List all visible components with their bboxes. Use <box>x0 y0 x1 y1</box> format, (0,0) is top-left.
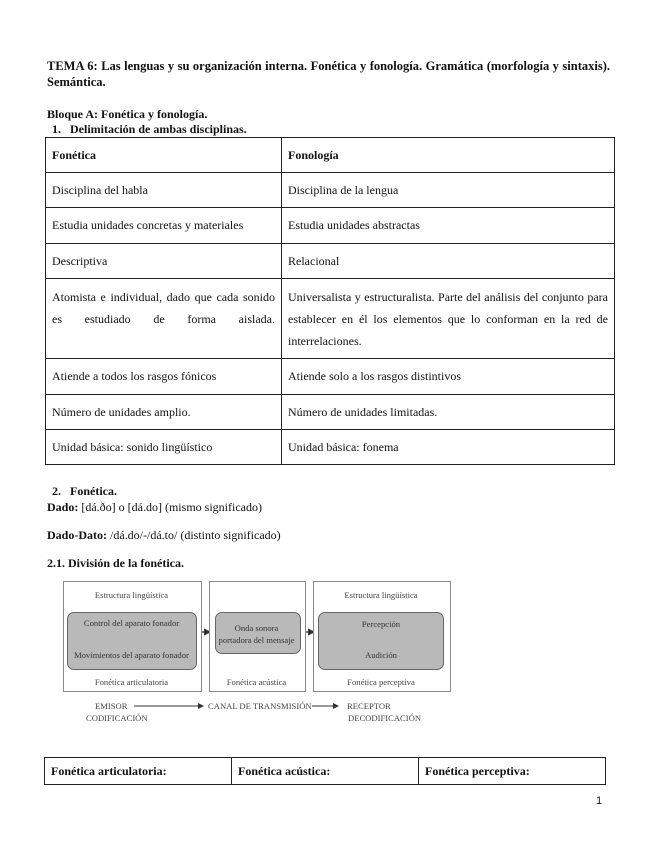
table-row <box>46 430 615 465</box>
table-cell: Disciplina de la lengua <box>282 173 615 208</box>
dadodato-line <box>47 527 281 543</box>
table-header-fonologia: Fonología <box>282 138 615 173</box>
acoustic-line-2: portadora del mensaje <box>218 635 295 645</box>
emisor-label: EMISOR <box>95 701 128 711</box>
table-cell: Disciplina del habla <box>46 173 282 208</box>
perceptive-caption: Fonética perceptiva <box>347 677 415 687</box>
acoustic-inner-box <box>215 612 301 654</box>
section-1-heading <box>52 121 247 137</box>
section-2-number: 2. <box>52 484 61 498</box>
articulatory-control-label: Control del aparato fonador <box>83 618 180 628</box>
dado-text: [dá.ðo] o [dá.do] (mismo significado) <box>81 500 262 514</box>
table-row <box>46 208 615 244</box>
perceptive-perception-label: Percepción <box>361 619 401 629</box>
table-header-fonetica: Fonética <box>46 138 282 173</box>
dado-line <box>47 499 262 515</box>
table-cell: Unidad básica: fonema <box>282 430 615 465</box>
decodificacion-label: DECODIFICACIÓN <box>348 713 422 723</box>
dadodato-text: /dá.do/-/dá.to/ (distinto significado) <box>110 528 281 542</box>
table-cell: Universalista y estructuralista. Parte del análisis del conjunto para establecer en él los elementos que lo conforman en la red de interrelaciones. <box>282 279 615 359</box>
table-cell: Atiende solo a los rasgos distintivos <box>282 359 615 395</box>
section-1-title: Delimitación de ambas disciplinas. <box>70 122 247 136</box>
section-2-title: Fonética. <box>70 484 117 498</box>
dadodato-label: Dado-Dato: <box>47 528 107 542</box>
section-21-heading: 2.1. División de la fonética. <box>47 556 184 570</box>
table-cell: Estudia unidades abstractas <box>282 208 615 244</box>
articulatory-structure-label: Estructura lingüística <box>94 590 169 600</box>
acoustic-line-1: Onda sonora <box>234 623 279 633</box>
table-row <box>46 359 615 395</box>
table-row <box>46 244 615 279</box>
acoustic-caption: Fonética acústica <box>226 677 287 687</box>
articulatory-cell: Fonética articulatoria: <box>45 758 232 785</box>
table-cell: Unidad básica: sonido lingüístico <box>46 430 282 465</box>
canal-label: CANAL DE TRANSMISIÓN <box>208 701 312 711</box>
table-row <box>45 758 606 785</box>
codificacion-label: CODIFICACIÓN <box>86 713 148 723</box>
table-row <box>46 173 615 208</box>
page-number: 1 <box>596 795 603 807</box>
table-row <box>46 279 615 359</box>
table-cell: Número de unidades limitadas. <box>282 395 615 430</box>
table-cell: Descriptiva <box>46 244 282 279</box>
table-row <box>46 395 615 430</box>
perceptive-structure-label: Estructura lingüística <box>344 590 418 600</box>
phonetics-division-diagram <box>60 580 470 740</box>
section-1-number: 1. <box>52 122 61 136</box>
articulatory-caption: Fonética articulatoria <box>94 677 169 687</box>
table-cell: Relacional <box>282 244 615 279</box>
table-cell: Atomista e individual, dado que cada sonido es estudiado de forma aislada. <box>46 279 282 359</box>
dado-label: Dado: <box>47 500 79 514</box>
receptor-label: RECEPTOR <box>347 701 391 711</box>
bloque-heading: Bloque A: Fonética y fonología. <box>47 107 208 121</box>
table-cell: Número de unidades amplio. <box>46 395 282 430</box>
phonetics-types-table <box>44 757 606 785</box>
table-cell: Estudia unidades concretas y materiales <box>46 208 282 244</box>
section-2-heading <box>52 483 117 499</box>
document-title: TEMA 6: Las lenguas y su organización interna. Fonética y fonología. Gramática (morfología y sintaxis). Semántica. <box>47 59 610 89</box>
perceptive-cell: Fonética perceptiva: <box>419 758 606 785</box>
articulatory-movements-label: Movimientos del aparato fonador <box>74 650 189 660</box>
perceptive-hearing-label: Audición <box>365 650 397 660</box>
comparison-table <box>45 137 615 465</box>
table-header-row <box>46 138 615 173</box>
table-cell: Atiende a todos los rasgos fónicos <box>46 359 282 395</box>
acoustic-cell: Fonética acústica: <box>232 758 419 785</box>
